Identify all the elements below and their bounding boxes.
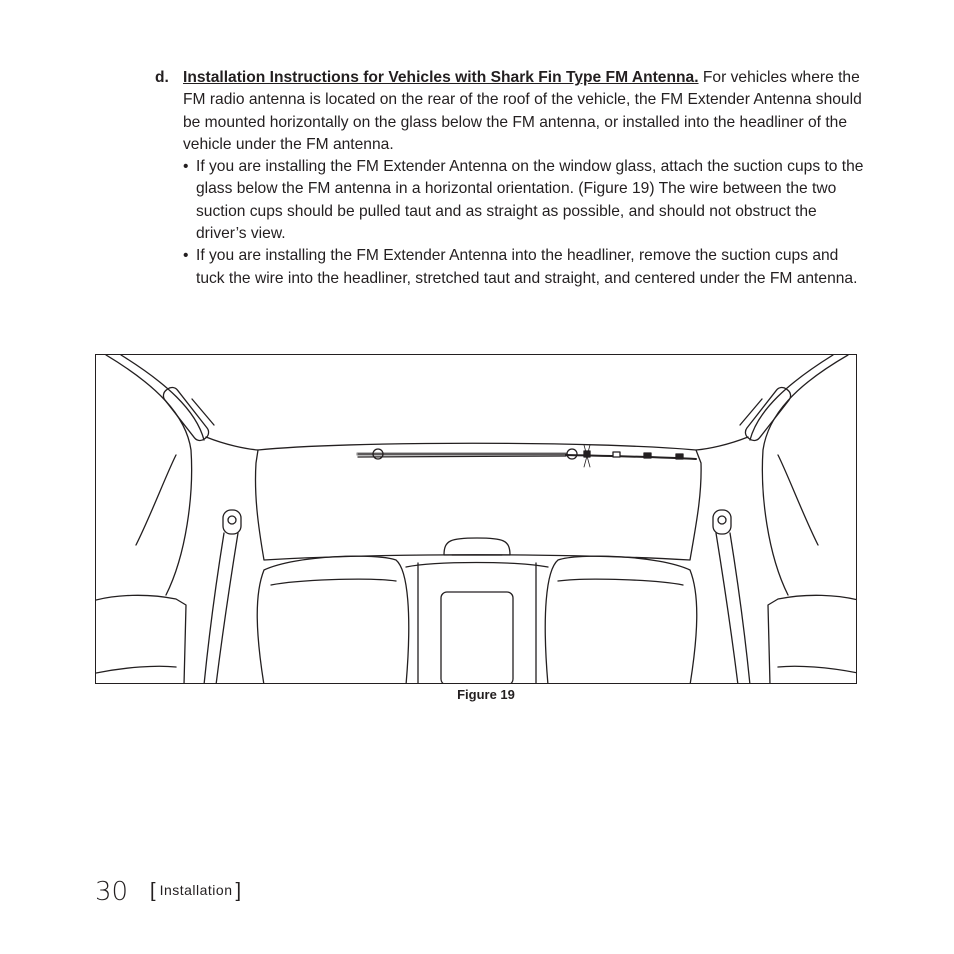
bullet-text: If you are installing the FM Extender Antenna on the window glass, attach the suction cups to the glass below the FM antenna in a horizontal orientation. (Figure 19) The wire between the two suction cups should be pulled taut and as straight as possible, and should not obstruct the driver’s view. bbox=[196, 158, 864, 243]
bullet-dot: • bbox=[183, 247, 189, 265]
running-footer bbox=[150, 880, 241, 903]
intro-paragraph bbox=[183, 67, 865, 156]
bracket-close: ] bbox=[235, 880, 242, 902]
fm-extender-antenna bbox=[358, 445, 696, 467]
grab-handles bbox=[161, 385, 794, 444]
bullet-item bbox=[183, 245, 865, 290]
bullet-dot: • bbox=[183, 158, 189, 176]
vehicle-interior-figure bbox=[95, 354, 857, 684]
rear-seats bbox=[257, 538, 697, 684]
instruction-section bbox=[155, 67, 865, 290]
section-heading: Installation Instructions for Vehicles with Shark Fin Type FM Antenna. bbox=[183, 69, 699, 86]
rear-window-outline bbox=[255, 443, 701, 560]
figure-caption: Figure 19 bbox=[457, 687, 515, 702]
intro-text: For vehicles where the FM radio antenna is located on the rear of the roof of the vehicle, the FM Extender Antenna should be mounted horizontally on the glass below the FM antenna, or installed into the headliner of the vehicle under the FM antenna. bbox=[183, 69, 862, 153]
bullet-item bbox=[183, 156, 865, 245]
page-number: 30 bbox=[95, 877, 129, 907]
suction-cup-right bbox=[567, 449, 577, 459]
bracket-open: [ bbox=[150, 880, 156, 902]
seat-belts bbox=[204, 510, 750, 684]
section-label: Installation bbox=[159, 882, 233, 898]
bullet-text: If you are installing the FM Extender Antenna into the headliner, remove the suction cups and tuck the wire into the headliner, stretched taut and straight, and centered under the FM antenna. bbox=[196, 247, 858, 287]
section-marker: d. bbox=[155, 69, 169, 86]
